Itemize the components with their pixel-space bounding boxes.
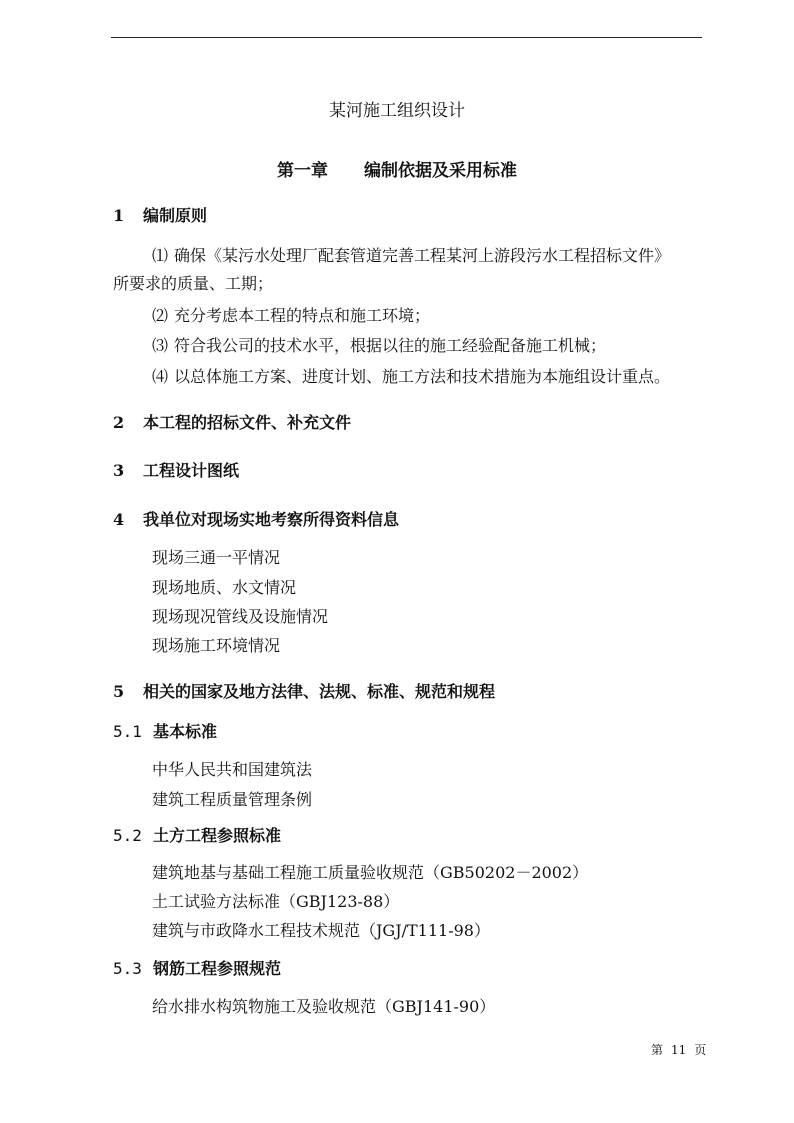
chapter-title: 编制依据及采用标准 [364,161,517,181]
chapter-heading [0,159,794,183]
section-2-heading [113,411,351,435]
header-rule [111,37,702,38]
document-title: 某河施工组织设计 [329,101,465,121]
section-number: 2 [113,413,125,432]
section-number: 5.2 [113,826,142,845]
item-marker: ⑵ [152,306,169,325]
section-title: 编制原则 [143,206,208,225]
section-title: 土方工程参照标准 [153,826,282,845]
list-item: 建筑与市政降水工程技术规范（JGJ/T111-98） [152,921,490,940]
section-title: 钢筋工程参照规范 [153,959,282,978]
section-number: 3 [113,461,125,480]
list-item: 现场地质、水文情况 [152,578,297,597]
item-marker: ⑷ [152,367,169,386]
page-footer [651,1042,706,1058]
page-suffix: 页 [694,1043,707,1057]
list-item: 建筑地基与基础工程施工质量验收规范（GB50202－2002） [152,863,589,882]
list-item [152,244,670,268]
item-text: 充分考虑本工程的特点和施工环境； [174,306,431,325]
subsection-5-3-heading [113,957,281,981]
section-number: 5 [113,682,125,701]
list-item-continuation [113,272,273,296]
item-text: 确保《某污水处理厂配套管道完善工程某河上游段污水工程招标文件》 [174,246,671,265]
section-number: 5.1 [113,722,142,741]
list-item: 建筑工程质量管理条例 [152,790,313,809]
page-number: 11 [671,1043,687,1057]
list-item [152,304,430,328]
item-text: 以总体施工方案、进度计划、施工方法和技术措施为本施组设计重点。 [174,367,671,386]
item-text: 所要求的质量、工期； [113,274,274,293]
section-title: 本工程的招标文件、补充文件 [143,413,352,432]
list-item [152,365,670,389]
list-item: 土工试验方法标准（GBJ123-88） [152,892,400,911]
list-item [152,334,606,358]
section-number: 1 [113,206,125,225]
list-item: 现场三通一平情况 [152,548,281,567]
section-number: 5.3 [113,959,142,978]
subsection-5-2-heading [113,824,281,848]
item-marker: ⑴ [152,246,169,265]
section-title: 工程设计图纸 [143,461,240,480]
list-item: 给水排水构筑物施工及验收规范（GBJ141-90） [152,997,496,1016]
page-prefix: 第 [651,1043,664,1057]
section-5-heading [113,680,495,704]
chapter-number: 第一章 [277,161,328,181]
list-item: 现场现况管线及设施情况 [152,607,329,626]
subsection-5-1-heading [113,720,217,744]
section-title: 我单位对现场实地考察所得资料信息 [143,510,400,529]
item-text: 符合我公司的技术水平，根据以往的施工经验配备施工机械； [174,336,607,355]
section-4-heading [113,508,399,532]
list-item: 现场施工环境情况 [152,636,281,655]
item-marker: ⑶ [152,336,169,355]
section-number: 4 [113,510,125,529]
section-1-heading [113,204,207,228]
section-title: 相关的国家及地方法律、法规、标准、规范和规程 [143,682,496,701]
list-item: 中华人民共和国建筑法 [152,760,313,779]
section-title: 基本标准 [153,722,218,741]
section-3-heading [113,459,239,483]
